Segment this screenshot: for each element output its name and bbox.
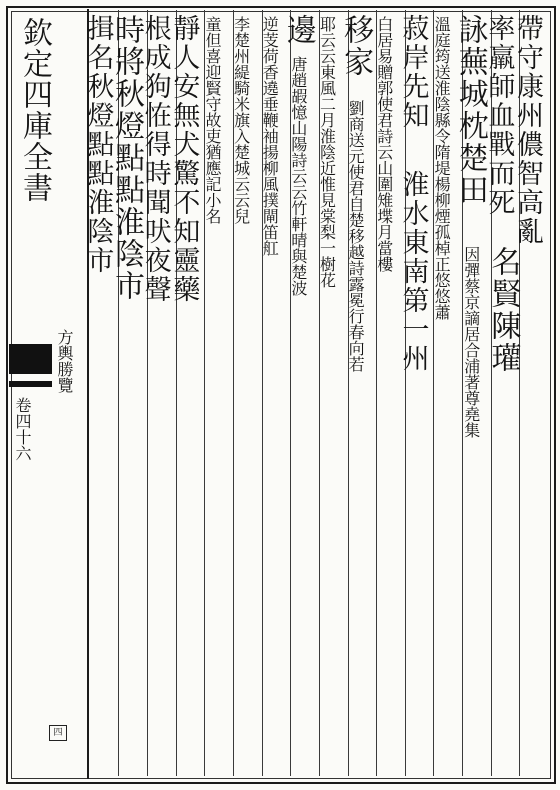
volume-number: 卷四十六 bbox=[13, 397, 32, 461]
column-text: 率羸師血戰而死 bbox=[483, 14, 515, 217]
column-text: 時將秋燈點點淮陰市 bbox=[109, 14, 145, 302]
text-column bbox=[204, 10, 233, 776]
annotation: 唐趙嘏憶山陽詩云云竹軒晴與楚波 bbox=[288, 56, 308, 296]
text-column bbox=[397, 10, 434, 776]
column-text: 揖名秋燈點點淮陰市 bbox=[82, 14, 114, 275]
text-column bbox=[233, 10, 262, 776]
fishtail-band bbox=[9, 344, 52, 374]
text-column bbox=[512, 10, 548, 776]
column-text: 靜人安無犬驚不知靈藥 bbox=[168, 14, 200, 304]
heading-name: 名賢陳瓘 bbox=[485, 246, 521, 374]
annotation: 白居易贈郭使君詩云山圍雉堞月當樓 bbox=[374, 16, 394, 272]
column-text: 邊 bbox=[280, 14, 316, 46]
annotation: 李楚州緹騎米旗入楚城云云兒 bbox=[231, 16, 251, 224]
page-mark: 四 bbox=[49, 725, 67, 741]
annotation: 劉商送元使君自楚移越詩露冕行春向若 bbox=[346, 100, 366, 372]
text-column bbox=[319, 10, 348, 776]
text-column bbox=[262, 10, 291, 776]
text-column bbox=[338, 10, 377, 776]
column-text: 移家 bbox=[338, 14, 374, 78]
text-column bbox=[433, 10, 462, 776]
text-column bbox=[483, 10, 521, 776]
fishtail-line bbox=[9, 381, 52, 387]
annotation: 因彈蔡京謫居合浦著尊堯集 bbox=[461, 246, 481, 438]
text-column bbox=[82, 10, 118, 776]
column-text: 詠蕪城枕楚田 bbox=[452, 14, 488, 206]
column-text: 帶守康州儂智高亂 bbox=[512, 14, 543, 246]
text-column bbox=[139, 10, 176, 776]
column-text: 菽岸先知 bbox=[397, 14, 429, 130]
column-text: 淮水東南第一州 bbox=[397, 170, 429, 373]
text-column bbox=[168, 10, 205, 776]
book-title: 方輿勝覽 bbox=[55, 329, 74, 393]
book-series-title: 欽定四庫全書 bbox=[17, 17, 52, 203]
annotation: 逆芰荷香遶垂鞭袖揚柳風撲閘笛舡 bbox=[260, 16, 280, 256]
page-margin bbox=[9, 9, 89, 779]
text-columns bbox=[82, 10, 548, 776]
text-column bbox=[376, 10, 405, 776]
text-column bbox=[280, 10, 319, 776]
annotation: 童但喜迎賢守故吏猶應記小名 bbox=[202, 16, 222, 224]
text-column bbox=[109, 10, 147, 776]
annotation: 耶云云東風二月淮陰近惟見棠梨一樹花 bbox=[317, 16, 337, 288]
column-text: 根成狗恠得時聞吠夜聲 bbox=[139, 14, 171, 304]
annotation: 溫庭筠送淮陰縣令隋堤楊柳煙孤棹正悠悠蕭 bbox=[432, 16, 452, 320]
text-column bbox=[452, 10, 491, 776]
